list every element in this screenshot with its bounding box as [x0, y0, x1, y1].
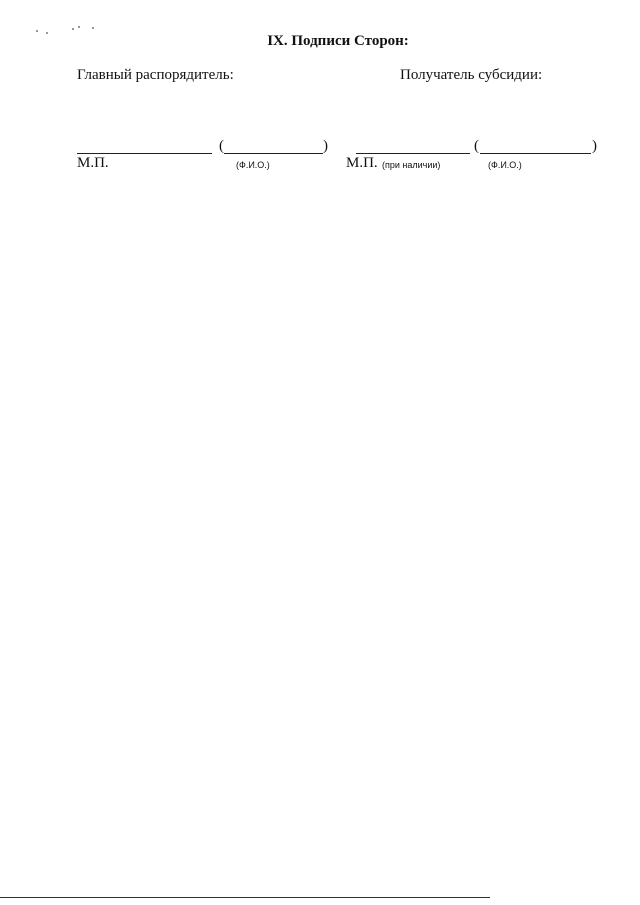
left-stamp-place: М.П. — [77, 155, 109, 171]
left-fio-line — [224, 153, 323, 154]
right-signature-line — [356, 153, 470, 154]
right-stamp-place: М.П. — [346, 155, 378, 171]
left-fio-paren-close: ) — [323, 138, 328, 154]
left-signature-line — [77, 153, 212, 154]
right-fio-paren-open: ( — [474, 138, 479, 154]
bottom-rule — [0, 897, 490, 898]
right-party-label: Получатель субсидии: — [400, 67, 543, 83]
right-fio-paren-close: ) — [592, 138, 597, 154]
right-fio-note: (Ф.И.О.) — [488, 160, 522, 170]
right-fio-line — [480, 153, 591, 154]
right-stamp-note: (при наличии) — [382, 160, 441, 170]
section-title: IX. Подписи Сторон: — [267, 33, 409, 49]
left-fio-note: (Ф.И.О.) — [236, 160, 270, 170]
left-fio-paren-open: ( — [219, 138, 224, 154]
left-party-label: Главный распорядитель: — [77, 67, 234, 83]
